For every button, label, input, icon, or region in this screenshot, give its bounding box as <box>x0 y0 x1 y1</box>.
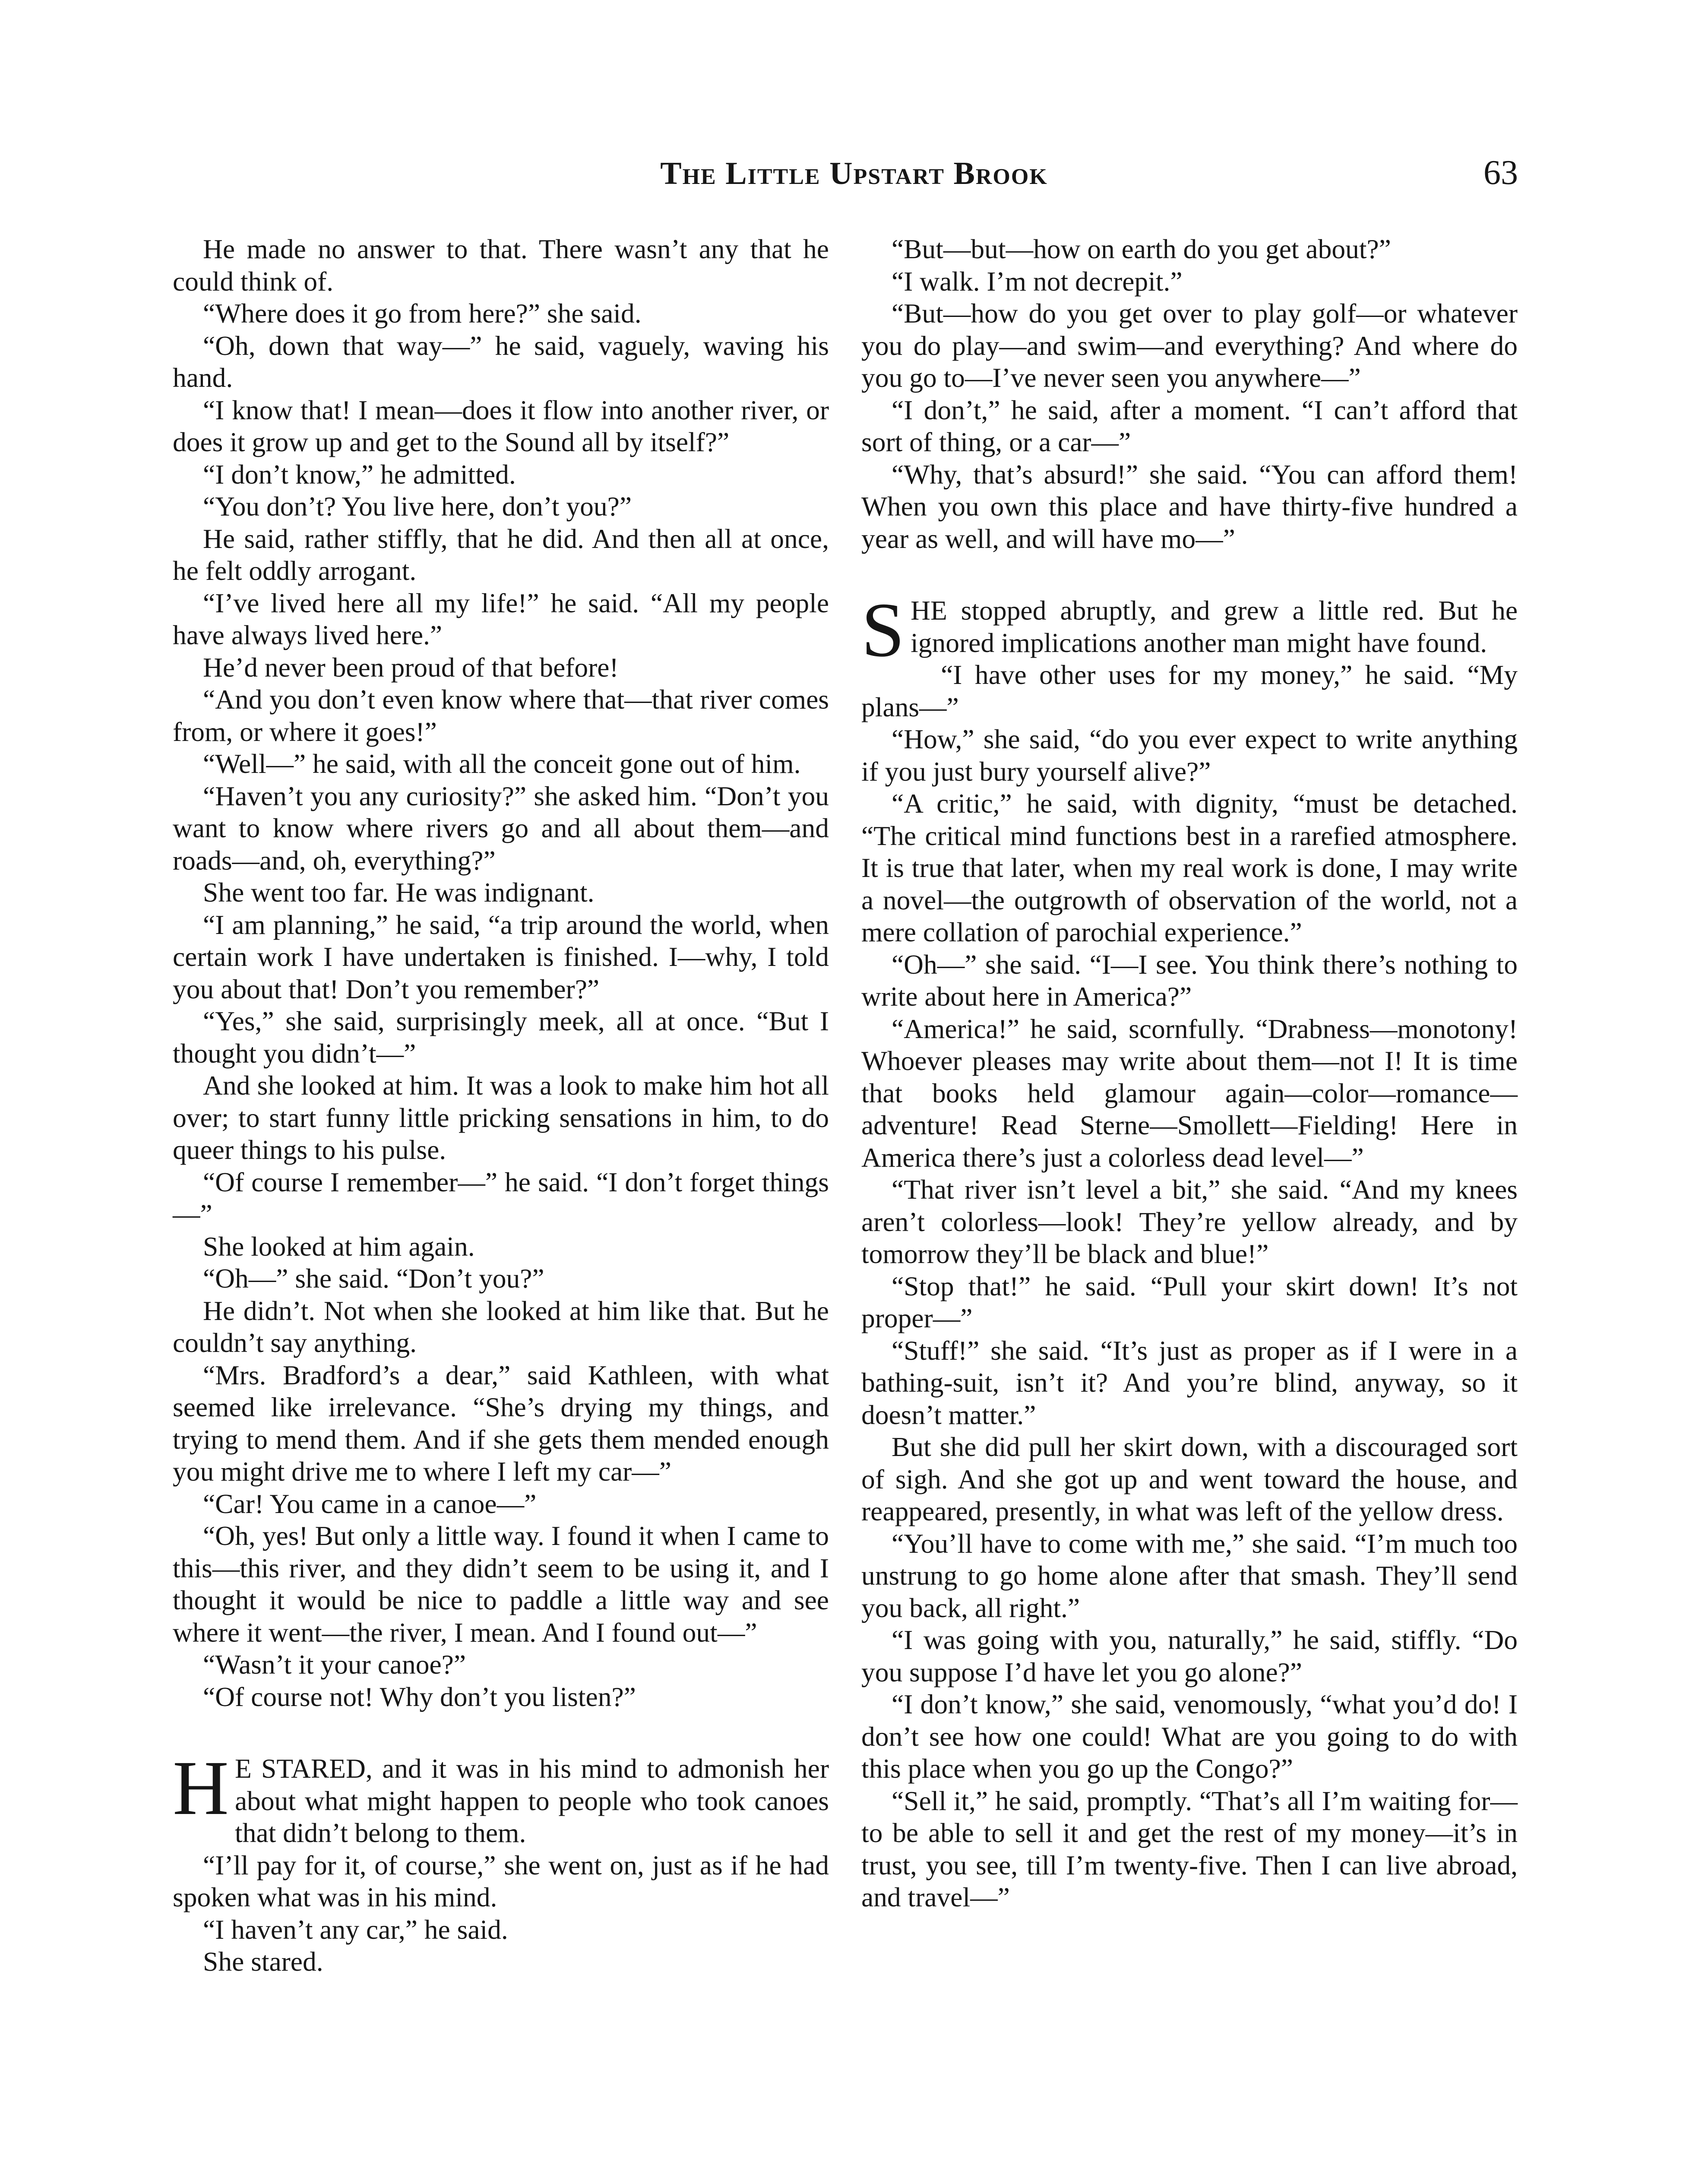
section-start-paragraph <box>173 1745 829 1849</box>
paragraph: “How,” she said, “do you ever expect to write anything if you just bury yourself alive?” <box>861 724 1518 787</box>
left-column <box>173 233 829 1978</box>
paragraph: “I walk. I’m not decrepit.” <box>892 266 1183 297</box>
page-number: 63 <box>1483 154 1518 192</box>
paragraph: “Oh, yes! But only a little way. I found it when I came to this—this river, and they didn’t seem to be using it, and I thought it would be nice to paddle a little way and see where it went—the river, I mean. And I found out—” <box>173 1520 829 1648</box>
paragraph: “Why, that’s absurd!” she said. “You can afford them! When you own this place and have thirty-five hundred a year as well, and will have mo—” <box>861 459 1518 554</box>
paragraph: “Of course I remember—” he said. “I don’t forget things—” <box>173 1166 829 1229</box>
paragraph: “Mrs. Bradford’s a dear,” said Kathleen, with what seemed like irrelevance. “She’s drying my things, and trying to mend them. And if she gets them mended enough you might drive me to where I left my car—” <box>173 1359 829 1487</box>
paragraph: “You don’t? You live here, don’t you?” <box>203 491 632 522</box>
paragraph: “I’ll pay for it, of course,” she went on, just as if he had spoken what was in his mind. <box>173 1849 829 1912</box>
paragraph: “Haven’t you any curiosity?” she asked him. “Don’t you want to know where rivers go and all about them—and roads—and, oh, everything?” <box>173 780 829 876</box>
paragraph: “America!” he said, scornfully. “Drabness—monotony! Whoever pleases may write about them—not I! It is time that books held glamour again—color—romance—adventure! Read Sterne—Smollett—Fielding! Here in America there’s just a colorless dead level—” <box>861 1013 1518 1173</box>
paragraph: “Yes,” she said, surprisingly meek, all at once. “But I thought you didn’t—” <box>173 1006 829 1069</box>
paragraph-text: HE stopped abruptly, and grew a little red. But he ignored implications another man might have found. <box>911 595 1518 658</box>
paragraph: “But—how do you get over to play golf—or whatever you do play—and swim—and everything? And where do you go to—I’ve never seen you anywhere—” <box>861 298 1518 393</box>
paragraph: “Stuff!” she said. “It’s just as proper as if I were in a bathing-suit, isn’t it? And you’re blind, anyway, so it doesn’t matter.” <box>861 1335 1518 1430</box>
paragraph: “A critic,” he said, with dignity, “must be detached. “The critical mind functions best in a rarefied atmosphere. It is true that later, when my real work is done, I may write a novel—the outgrowth of observation of the world, not a mere collation of parochial experience.” <box>861 788 1518 947</box>
section-start-paragraph <box>861 587 1518 673</box>
paragraph: “Oh—” she said. “I—I see. You think there’s nothing to write about here in America?” <box>861 949 1518 1012</box>
paragraph: “But—but—how on earth do you get about?” <box>892 234 1391 264</box>
paragraph: “I’ve lived here all my life!” he said. “All my people have always lived here.” <box>173 587 829 650</box>
paragraph: He said, rather stiffly, that he did. And then all at once, he felt oddly arrogant. <box>173 523 829 586</box>
paragraph: “I am planning,” he said, “a trip around the world, when certain work I have undertaken is finished. I—why, I told you about that! Don’t you remember?” <box>173 909 829 1004</box>
paragraph: “I haven’t any car,” he said. <box>203 1914 508 1945</box>
paragraph: He made no answer to that. There wasn’t any that he could think of. <box>173 234 829 297</box>
paragraph-text: E STARED, and it was in his mind to admonish her about what might happen to people who took canoes that didn’t belong to them. <box>235 1753 829 1848</box>
paragraph: “Oh—” she said. “Don’t you?” <box>203 1263 544 1294</box>
right-column <box>861 233 1518 1914</box>
paragraph: “I don’t,” he said, after a moment. “I can’t afford that sort of thing, or a car—” <box>861 394 1518 457</box>
paragraph: “Stop that!” he said. “Pull your skirt down! It’s not proper—” <box>861 1270 1518 1333</box>
paragraph: “Oh, down that way—” he said, vaguely, waving his hand. <box>173 330 829 393</box>
paragraph: “I know that! I mean—does it flow into another river, or does it grow up and get to the Sound all by itself?” <box>173 394 829 457</box>
paragraph: “And you don’t even know where that—that river comes from, or where it goes!” <box>173 684 829 747</box>
paragraph: “I was going with you, naturally,” he said, stiffly. “Do you suppose I’d have let you go alone?” <box>861 1624 1518 1687</box>
paragraph: And she looked at him. It was a look to make him hot all over; to start funny little pricking sensations in him, to do queer things to his pulse. <box>173 1070 829 1165</box>
paragraph: “Of course not! Why don’t you listen?” <box>203 1681 636 1712</box>
paragraph: “I don’t know,” she said, venomously, “what you’d do! I don’t see how one could! What are you going to do with this place when you go up the Congo?” <box>861 1689 1518 1784</box>
paragraph: “Sell it,” he said, promptly. “That’s all I’m waiting for—to be able to sell it and get the rest of my money—it’s in trust, you see, till I’m twenty-five. Then I can live abroad, and travel—” <box>861 1785 1518 1912</box>
paragraph: She looked at him again. <box>203 1231 475 1262</box>
paragraph: “I don’t know,” he admitted. <box>203 459 516 490</box>
paragraph: “Car! You came in a canoe—” <box>203 1488 537 1519</box>
paragraph: She went too far. He was indignant. <box>203 877 595 908</box>
paragraph: “That river isn’t level a bit,” she said. “And my knees aren’t colorless—look! They’re yellow already, and by tomorrow they’ll be black and blue!” <box>861 1174 1518 1269</box>
paragraph: “Where does it go from here?” she said. <box>203 298 642 329</box>
running-title: The Little Upstart Brook <box>660 156 1048 191</box>
drop-cap: S <box>861 587 905 673</box>
paragraph: “You’ll have to come with me,” she said. “I’m much too unstrung to go home alone after that smash. They’ll send you back, all right.” <box>861 1528 1518 1623</box>
paragraph: “Well—” he said, with all the conceit gone out of him. <box>203 748 801 779</box>
paragraph: She stared. <box>203 1946 323 1977</box>
paragraph: He’d never been proud of that before! <box>203 652 619 683</box>
paragraph: He didn’t. Not when she looked at him like that. But he couldn’t say anything. <box>173 1295 829 1358</box>
paragraph: “I have other uses for my money,” he said. “My plans—” <box>861 659 1518 722</box>
paragraph: “Wasn’t it your canoe?” <box>203 1649 466 1680</box>
paragraph: But she did pull her skirt down, with a discouraged sort of sigh. And she got up and went toward the house, and reappeared, presently, in what was left of the yellow dress. <box>861 1431 1518 1526</box>
drop-cap: H <box>173 1745 229 1831</box>
